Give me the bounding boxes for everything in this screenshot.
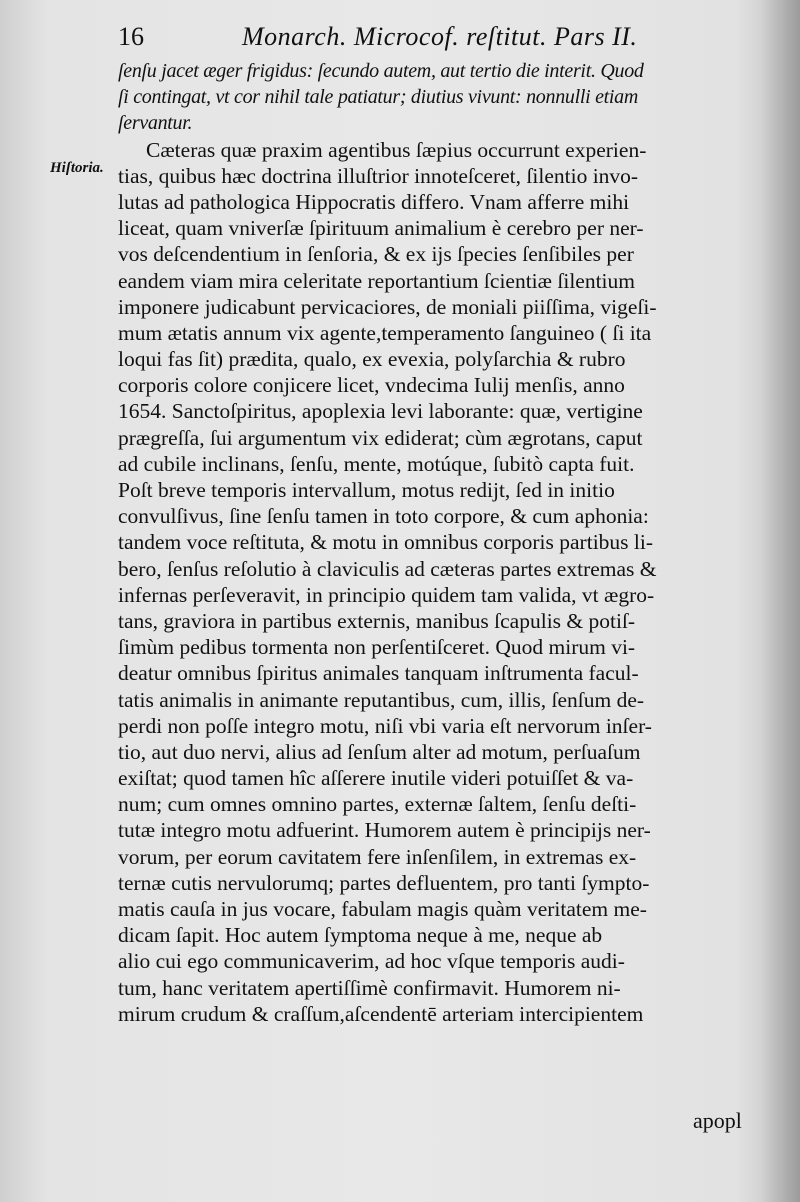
- text-line: ad cubile inclinans, ſenſu, mente, motúque, ſubitò capta fuit.: [118, 451, 635, 476]
- text-line: dicam ſapit. Hoc autem ſymptoma neque à me, neque ab: [118, 923, 603, 948]
- text-line: liceat, quam vniverſæ ſpirituum animalium è cerebro per ner-: [118, 216, 644, 241]
- page-header: [118, 22, 758, 56]
- text-line: Cæteras quæ praxim agentibus ſæpius occurrunt experien-: [146, 137, 647, 162]
- text-line: mirum crudum & craſſum,aſcendentē arteriam intercipientem: [118, 1001, 644, 1026]
- text-line: corporis colore conjicere licet, vndecima Iulij menſis, anno: [118, 373, 625, 398]
- text-line: tatis animalis in animante reputantibus, cum, illis, ſenſum de-: [118, 687, 645, 712]
- text-line: tum, hanc veritatem apertiſſimè confirmavit. Humorem ni-: [118, 975, 621, 1000]
- page-edge-shadow: [760, 0, 800, 1202]
- text-line: 1654. Sanctoſpiritus, apoplexia levi laborante: quæ, vertigine: [118, 399, 643, 424]
- text-line: deatur omnibus ſpiritus animales tanquam inſtrumenta facul-: [118, 661, 639, 686]
- body-text: [118, 58, 763, 1027]
- text-line: vorum, per eorum cavitatem fere inſenſilem, in extremas ex-: [118, 844, 637, 869]
- text-line: num; cum omnes omnino partes, externæ ſaltem, ſenſu deſti-: [118, 792, 637, 817]
- text-line: bero, ſenſus reſolutio à claviculis ad cæteras partes extremas &: [118, 556, 657, 581]
- text-line: tutæ integro motu adfuerint. Humorem autem è principijs ner-: [118, 818, 651, 843]
- text-line: mum ætatis annum vix agente,temperamento ſanguineo ( ſi ita: [118, 320, 652, 345]
- text-line: tandem voce reſtituta, & motu in omnibus corporis partibus li-: [118, 530, 654, 555]
- text-line: eandem viam mira celeritate reportantium ſcientiæ ſilentium: [118, 268, 636, 293]
- text-line: matis cauſa in jus vocare, fabulam magis quàm veritatem me-: [118, 897, 647, 921]
- text-line: loqui fas ſit) prædita, qualo, ex evexia, polyſarchia & rubro: [118, 347, 626, 372]
- text-line: imponere judicabunt pervicaciores, de moniali piiſſima, vigeſi-: [118, 294, 657, 319]
- text-line: vos deſcendentium in ſenſoria, & ex ijs ſpecies ſenſibiles per: [118, 242, 634, 267]
- text-line: tio, aut duo nervi, alius ad ſenſum alter ad motum, perſuaſum: [118, 739, 641, 764]
- running-title: Monarch. Microcof. reſtitut. Pars II.: [242, 22, 638, 51]
- text-line: exiſtat; quod tamen hîc aſſerere inutile videri potuiſſet & va-: [118, 766, 634, 791]
- text-line: infernas perſeveravit, in principio quidem tam valida, vt ægro-: [118, 582, 655, 607]
- text-line: ſimùm pedibus tormenta non perſentiſceret. Quod mirum vi-: [118, 635, 636, 660]
- text-line: ſenſu jacet æger frigidus: ſecundo autem, aut tertio die interit. Quod: [118, 60, 644, 82]
- text-line: Poſt breve temporis intervallum, motus redijt, ſed in initio: [118, 478, 615, 502]
- text-line: perdi non poſſe integro motu, niſi vbi varia eſt nervorum inſer-: [118, 713, 652, 738]
- text-line: alio cui ego communicaverim, ad hoc vſque temporis audi-: [118, 949, 625, 974]
- text-line: ternæ cutis nervulorumq; partes defluentem, pro tanti ſympto-: [118, 870, 650, 895]
- text-line: convulſivus, ſine ſenſu tamen in toto corpore, & cum aphonia:: [118, 504, 649, 529]
- marginal-note: Hiſtoria.: [50, 160, 104, 176]
- text-line: ſervantur.: [118, 112, 193, 135]
- text-line: lutas ad pathologica Hippocratis differo. Vnam afferre mihi: [118, 189, 630, 214]
- text-line: prægreſſa, ſui argumentum vix ediderat; cùm ægrotans, caput: [118, 425, 643, 450]
- text-line: ſi contingat, vt cor nihil tale patiatur; diutius vivunt: nonnulli etiam: [118, 86, 639, 109]
- catchword: apopl: [693, 1108, 742, 1133]
- text-line: tans, graviora in partibus externis, manibus ſcapulis & potiſ-: [118, 608, 636, 633]
- text-line: tias, quibus hæc doctrina illuſtrior innoteſceret, ſilentio invo-: [118, 163, 639, 188]
- page-number: 16: [118, 22, 144, 51]
